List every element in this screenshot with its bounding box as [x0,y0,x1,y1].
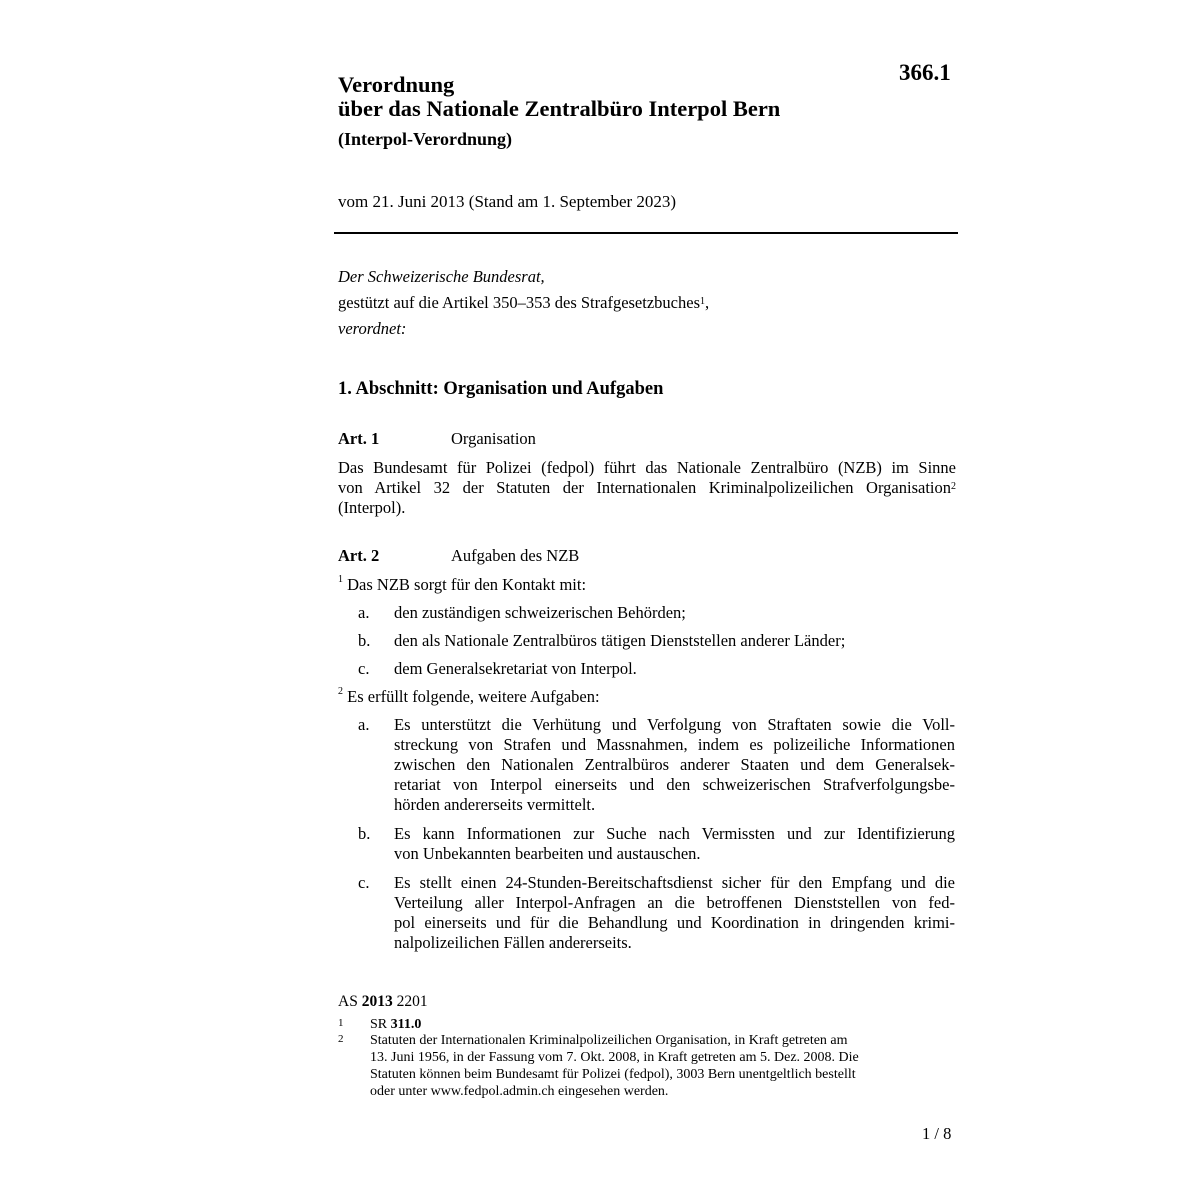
art2-para2 [338,687,600,707]
list-item-text: dem Generalsekretariat von Interpol. [394,659,637,678]
art1-text [338,458,956,518]
footnote-1-ref: 311.0 [390,1017,422,1032]
list-item-text: den zuständigen schweizerischen Behörden; [394,603,686,622]
text-line: Es stellt einen 24-Stunden-Bereitschaftsdienst sicher für den Empfang und die [394,873,955,892]
page-number: 1 / 8 [922,1124,952,1143]
text-line: nalpolizeilichen Fällen andererseits. [394,933,632,952]
text-line: streckung von Strafen und Massnahmen, indem es polizeiliche Informationen [394,735,955,754]
text-line: Es unterstützt die Verhütung und Verfolgung von Straftaten sowie die Voll- [394,715,955,734]
document-date: vom 21. Juni 2013 (Stand am 1. September 2023) [338,192,677,211]
footnote-line: Statuten können beim Bundesamt für Polizei (fedpol), 3003 Bern unentgeltlich bestellt [370,1067,856,1082]
list-item-text [394,873,955,953]
footnote-line: 13. Juni 1956, in der Fassung vom 7. Okt. 2008, in Kraft getreten am 5. Dez. 2008. Die [370,1050,859,1065]
footnote-1-prefix: SR [370,1017,391,1032]
art2-para1 [338,575,586,595]
art1-heading [338,429,379,449]
as-prefix: AS [338,993,362,1010]
list-item-label: a. [358,603,370,622]
text-line: retariat von Interpol einerseits und den schweizerischen Strafverfolgungsbe- [394,775,955,794]
art1-title: Organisation [451,429,536,448]
list-item-label: b. [358,631,371,650]
list-item-label: c. [358,873,370,892]
list-item [338,715,956,815]
text-line: hörden andererseits vermittelt. [394,795,596,814]
as-year: 2013 [361,993,393,1010]
list-item-label: a. [358,715,370,734]
list-item [338,824,956,864]
text-line: Es kann Informationen zur Suche nach Vermissten und zur Identifizierung [394,824,955,843]
text-line: Verteilung aller Interpol-Anfragen an die betroffenen Dienststellen von fed- [394,893,955,912]
list-item-text: den als Nationale Zentralbüros tätigen Dienststellen anderer Länder; [394,631,846,650]
ingress-verb: verordnet: [338,319,407,338]
footnote-2 [0,1031,1200,1101]
para-number-2: 2 [338,686,343,697]
document-title [338,73,780,121]
footnote-2-text [370,1032,936,1100]
ingress-basis-text: gestützt auf die Artikel 350–353 des Strafgesetzbuches [338,293,700,312]
text-line: zwischen den Nationalen Zentralbüros anderer Staaten und dem Generalsek- [394,755,955,774]
ingress [338,264,709,342]
art1-text-line-3: (Interpol). [338,498,406,517]
as-page: 2201 [392,993,428,1010]
footnote-1-number: 1 [338,1017,344,1029]
footnote-2-number: 2 [338,1033,344,1045]
footnote-ref-2[interactable]: 2 [951,481,956,492]
title-rule-divider [334,232,958,234]
title-line-1: Verordnung [338,72,455,97]
list-item-label: b. [358,824,371,843]
para-number-1: 1 [338,574,343,585]
art2-title: Aufgaben des NZB [451,546,580,565]
list-item [338,631,956,651]
art2-heading [338,546,379,566]
title-line-2: über das Nationale Zentralbüro Interpol Bern [338,96,781,121]
text-line: von Unbekannten bearbeiten und austauschen. [394,844,701,863]
art1-text-line-2 [338,478,956,498]
list-item-label: c. [358,659,370,678]
list-item [338,603,956,623]
list-item [338,659,956,679]
list-item-text [394,715,955,815]
document-subtitle: (Interpol-Verordnung) [338,129,513,149]
art2-para1-text: Das NZB sorgt für den Kontakt mit: [343,575,587,594]
art1-text-line-1: Das Bundesamt für Polizei (fedpol) führt das Nationale Zentralbüro (NZB) im Sinne [338,458,956,477]
ingress-basis-end: , [705,293,710,312]
footnote-line: oder unter www.fedpol.admin.ch eingesehen werden. [370,1084,669,1099]
art1-number: Art. 1 [338,429,380,448]
ingress-basis [338,290,709,316]
art1-text-line-2-body: von Artikel 32 der Statuten der Internationalen Kriminalpolizeilichen Organisation [338,478,951,497]
art2-para2-text: Es erfüllt folgende, weitere Aufgaben: [343,687,600,706]
text-line: pol einerseits und für die Behandlung und Koordination in dringenden krimi- [394,913,955,932]
as-reference [338,993,428,1011]
footnote-ref-1[interactable]: 1 [700,296,705,307]
footnote-line: Statuten der Internationalen Kriminalpolizeilichen Organisation, in Kraft getreten am [370,1033,848,1048]
list-item-text [394,824,955,864]
sr-number: 366.1 [899,60,951,85]
section-heading: 1. Abschnitt: Organisation und Aufgaben [338,379,664,399]
art2-number: Art. 2 [338,546,380,565]
ingress-authority: Der Schweizerische Bundesrat, [338,267,545,286]
list-item [338,873,956,953]
